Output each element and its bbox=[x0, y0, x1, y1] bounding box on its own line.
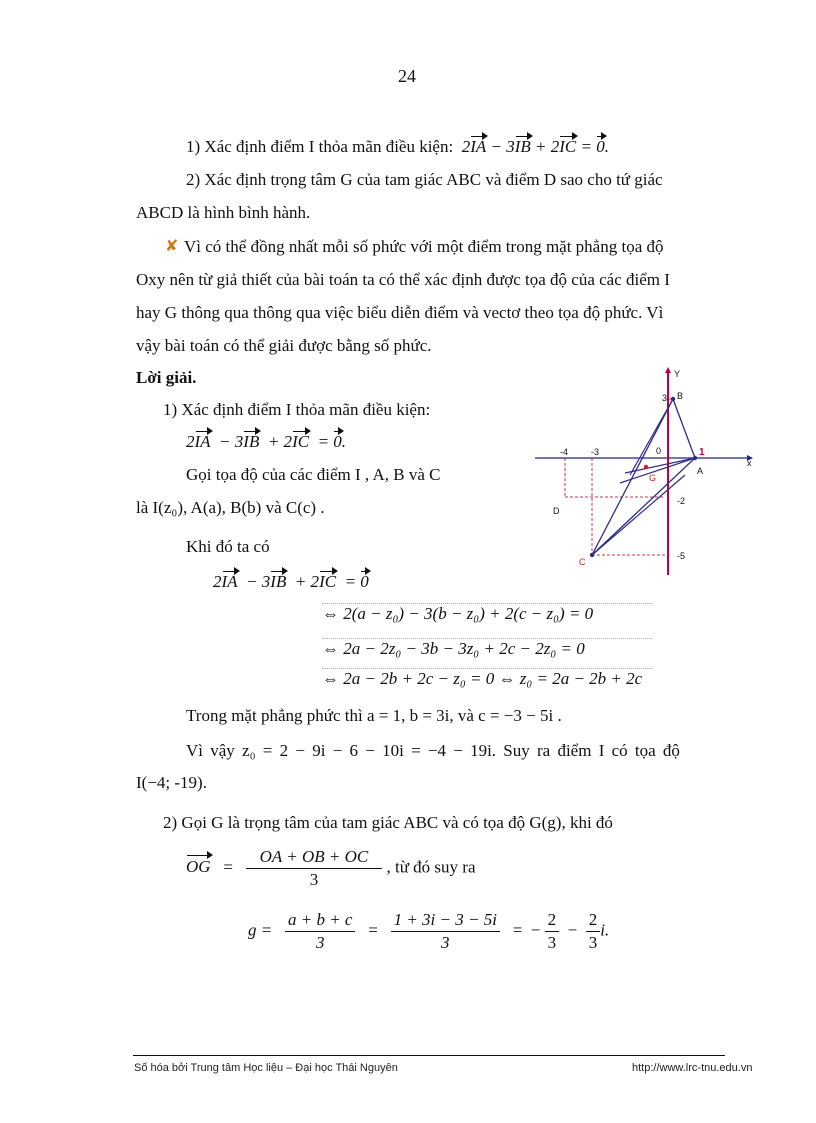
let-coords-line-1: Gọi tọa độ của các điểm I , A, B và C bbox=[186, 465, 441, 484]
tick-minus4: -4 bbox=[560, 447, 569, 457]
g-fraction-3-den: 3 bbox=[547, 933, 557, 952]
og-formula: OG = $\frac{OA + OB + OC}{3}$ , từ đó suy ra bbox=[186, 847, 476, 889]
coordinate-figure bbox=[535, 365, 757, 580]
page-number: 24 bbox=[398, 66, 416, 86]
part-1-condition: 2IA − 3IB + 2IC = 0. bbox=[186, 432, 347, 451]
idea-line-2: Oxy nên từ giả thiết của bài toán ta có thể xác định được tọa độ của các điểm I bbox=[136, 270, 670, 289]
g-fraction-2 bbox=[391, 909, 500, 954]
g-fraction-2-num: 1 + 3i − 3 − 5i bbox=[391, 909, 500, 932]
point-i-result: I(−4; -19). bbox=[136, 773, 207, 792]
y-axis-arrow bbox=[665, 367, 671, 373]
g-fraction-4-den: 3 bbox=[588, 933, 598, 952]
idea-line-3: hay G thông qua thông qua việc biểu diễn điểm và vectơ theo tọa độ phức. Vì bbox=[136, 303, 664, 322]
footer-right: http://www.lrc-tnu.edu.vn bbox=[632, 1062, 753, 1074]
tick-1: 1 bbox=[699, 447, 705, 458]
g-fraction-2-den: 3 bbox=[441, 933, 450, 952]
point-a bbox=[693, 456, 697, 460]
idea-line-1: Vì có thể đồng nhất mỗi số phức với một điểm trong mặt phẳng tọa độ bbox=[184, 237, 664, 256]
g-fraction-1-den: 3 bbox=[315, 933, 325, 952]
then-we-have: Khi đó ta có bbox=[186, 537, 270, 556]
median-a bbox=[620, 458, 695, 483]
therefore-line: Vì vậy z₀ = 2 − 9i − 6 − 10i = −4 − 19i. Suy ra điểm I có tọa độ bbox=[186, 741, 680, 760]
point-g bbox=[644, 465, 648, 469]
tick-3: 3 bbox=[662, 393, 668, 403]
triangle-abc bbox=[592, 399, 695, 555]
og-denominator: 3 bbox=[309, 870, 319, 889]
equation-step-3: ⇔ 2a − 2b + 2c − z₀ = 0 ⇔ z₀ = 2a − 2b + 2c bbox=[322, 668, 652, 689]
equation-step-2: ⇔ 2a − 2z₀ − 3b − 3z₀ + 2c − 2z₀ = 0 bbox=[322, 638, 652, 659]
pencil-icon: ✘ bbox=[165, 238, 179, 255]
og-fraction bbox=[246, 846, 383, 891]
og-numerator: OA + OB + OC bbox=[246, 846, 383, 869]
solution-heading: Lời giải. bbox=[136, 368, 197, 387]
label-b: B bbox=[677, 391, 684, 401]
g-lhs: g = bbox=[248, 920, 273, 940]
g-fraction-3-num: 2 bbox=[545, 909, 560, 932]
task-1-text: 1) Xác định điểm I thỏa mãn điều kiện: bbox=[186, 137, 454, 156]
part-2-intro: 2) Gọi G là trọng tâm của tam giác ABC và có tọa độ G(g), khi đó bbox=[163, 813, 613, 832]
g-fraction-1 bbox=[285, 909, 356, 954]
footer-rule bbox=[133, 1055, 725, 1056]
label-d: D bbox=[553, 506, 560, 516]
in-complex-plane: Trong mặt phẳng phức thì a = 1, b = 3i, và c = −3 − 5i . bbox=[186, 706, 562, 725]
g-fraction-1-num: a + b + c bbox=[285, 909, 356, 932]
label-a: A bbox=[697, 466, 704, 476]
idea-line-4: vậy bài toán có thể giải được bằng số phức. bbox=[136, 336, 432, 355]
vector-equation: 2IA − 3IB + 2IC = 0 bbox=[213, 572, 369, 591]
point-c bbox=[590, 553, 594, 557]
part-1-label: 1) Xác định điểm I thỏa mãn điều kiện: bbox=[163, 400, 431, 419]
task-2-line-1: 2) Xác định trọng tâm G của tam giác ABC và điểm D sao cho tứ giác bbox=[186, 170, 663, 189]
label-g: G bbox=[649, 473, 657, 483]
g-fraction-4-num: 2 bbox=[586, 909, 601, 932]
point-b bbox=[671, 397, 675, 401]
line-c-to-a-side bbox=[592, 475, 685, 555]
let-coords-line-2: là I(z₀), A(a), B(b) và C(c) . bbox=[136, 498, 325, 517]
tick-minus5: -5 bbox=[677, 551, 686, 561]
og-vector: OG bbox=[186, 857, 211, 877]
equation-step-1: ⇔ 2(a − z₀) − 3(b − z₀) + 2(c − z₀) = 0 bbox=[322, 603, 652, 624]
label-c: C bbox=[579, 557, 586, 567]
task-1 bbox=[186, 137, 609, 157]
g-fraction-4 bbox=[586, 909, 601, 954]
g-formula: g = $\frac{a + b + c}{3}$ = $\frac{1 + 3i - 3 - 5i}{3}$ = − $\frac{2}{3}$ − $\frac{2}{3}$ i. bbox=[248, 910, 610, 952]
footer-left: Số hóa bởi Trung tâm Học liệu – Đại học Thái Nguyên bbox=[134, 1062, 398, 1074]
g-fraction-3 bbox=[545, 909, 560, 954]
tick-minus2: -2 bbox=[677, 496, 686, 506]
og-tail: , từ đó suy ra bbox=[386, 857, 476, 877]
task-2-line-2: ABCD là hình bình hành. bbox=[136, 203, 311, 222]
label-y: Y bbox=[674, 369, 681, 379]
tick-minus3: -3 bbox=[591, 447, 600, 457]
label-origin: 0 bbox=[656, 446, 662, 456]
task-1-vector-condition: 2IA − 3IB + 2IC = 0. bbox=[457, 137, 609, 156]
label-x: x bbox=[747, 458, 752, 468]
